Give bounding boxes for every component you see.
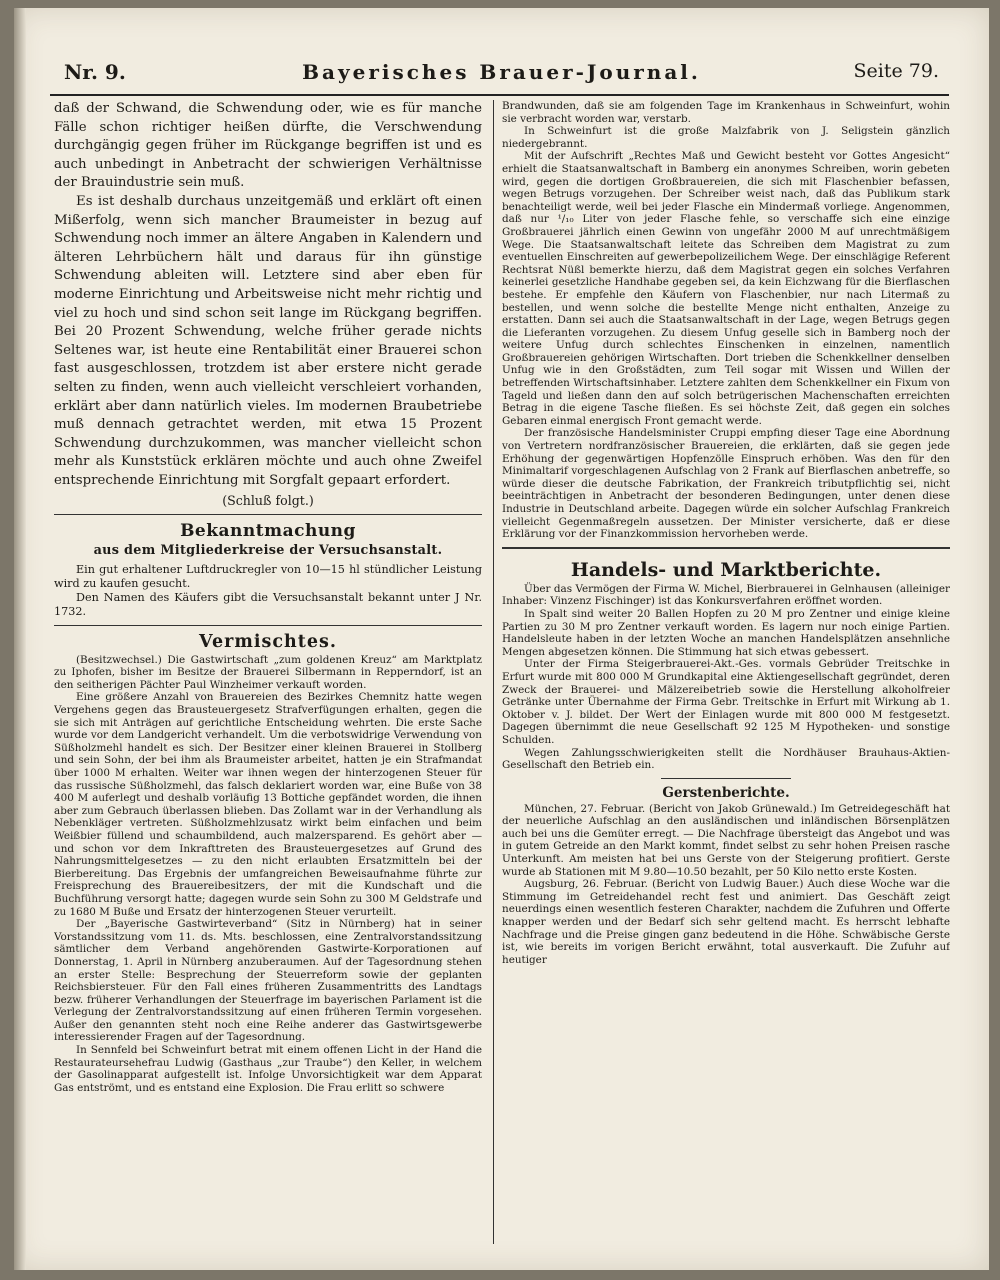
article-paragraph: Es ist deshalb durchaus unzeitgemäß und erklärt oft einen Mißerfolg, wenn sich mancher Braumeister in bezug auf Schwendung noch immer an ältere Angaben in Kalendern und älteren Lehrbüchern hält und daraus für ihn günstige Schwendung ableiten will. Letztere sind aber eben für moderne Einrichtung und Arbeitsweise nicht mehr richtig und viel zu hoch und sind schon seit lange im Rückgang begriffen. Bei 20 Prozent Schwendung, welche früher gerade nichts Seltenes war, ist heute eine Rentabilität einer Brauerei schon fast ausgeschlossen, trotzdem ist aber erstere nicht gerade selten zu finden, wenn auch vielleicht verschleiert vorhanden, erklärt aber dann natürlich vieles. Im modernen Braubetriebe muß dennach getrachtet werden, mit etwa 15 Prozent Schwendung durchzukommen, was mancher vielleicht schon mehr als Kunststück erklären möchte und auch ohne Zweifel entsprechende Einrichtung mit Sorgfalt gepaart erfordert.	[54, 193, 482, 488]
market-paragraph: Unter der Firma Steigerbrauerei-Akt.-Ges. vormals Gebrüder Treitschke in Erfurt wurde mit 800 000 M Grundkapital eine Aktiengesellschaft gegründet, deren Zweck der Brauerei- und Mälzereibetrieb sowie die Herstellung alkoholfreier Getränke unter Übernahme der Firma Gebr. Treitschke in Erfurt mit Wirkung ab 1. Oktober v. J. bildet. Der Wert der Einlagen wurde mit 800 000 M festgesetzt. Dagegen übernimmt die neue Gesellschaft 92 125 M Hypotheken- und sonstige Schulden.	[502, 658, 950, 746]
section-rule	[661, 778, 791, 779]
news-paragraph: Der „Bayerische Gastwirteverband“ (Sitz in Nürnberg) hat in seiner Vorstandssitzung vom 11. ds. Mts. beschlossen, eine Zentralvorstandssitzung sämtlicher dem Verband angehörenden Gastwirte-Korporationen auf Donnerstag, 1. April in Nürnberg anzuberaumen. Auf der Tagesordnung stehen an erster Stelle: Besprechung der Steuerreform sowie der geplanten Reichsbiersteuer. Für den Fall eines früheren Zusammentritts des Landtags bezw. früherer Verhandlungen der Steuerfrage im bayerischen Parlament ist die Verlegung der Zentralvorstandssitzung auf einen früheren Termin vorgesehen. Außer den genannten steht noch eine Reihe anderer das Gastwirtsgewerbe interessierender Fragen auf der Tagesordnung.	[54, 918, 482, 1044]
header-rule	[50, 94, 949, 96]
miscellaneous-heading: Vermischtes.	[199, 631, 337, 652]
news-paragraph: Mit der Aufschrift „Rechtes Maß und Gewicht besteht vor Gottes Angesicht“ erhielt die Staatsanwaltschaft in Bamberg ein anonymes Schreiben, worin gebeten wird, gegen die dortigen Großbrauereien, die sich mit Flaschenbier befassen, wegen Betrugs vorzugehen. Der Schreiber weist nach, daß das Publikum stark benachteiligt werde, weil bei jeder Flasche ein Mindermaß vorliege. Angenommen, daß nur ¹/₁₀ Liter von jeder Flasche fehle, so verschaffe sich eine einzige Großbrauerei jährlich einen Gewinn von ungefähr 2000 M auf unrechtmäßigem Wege. Die Staatsanwaltschaft leitete das Schreiben dem Magistrat zu zum eventuellen Einschreiten auf gewerbepolizeilichem Wege. Der einschlägige Referent Rechtsrat Nüßl bemerkte hierzu, daß dem Magistrat gegen ein solches Verfahren keinerlei gesetzliche Handhabe gegeben sei, da kein Eichzwang für die Bierflaschen bestehe. Er empfehle den Käufern von Flaschenbier, nur nach Litermaß zu bestellen, und wenn solche die bestellte Menge nicht enthalten, Anzeige zu erstatten. Dann sei auch die Staatsanwaltschaft in der Lage, wegen Betrugs gegen die Lieferanten vorzugehen. Zu diesem Unfug geselle sich in Bamberg noch der weitere Unfug durch schlechtes Einschenken in einzelnen, namentlich Großbrauereien gehörigen Wirtschaften. Dort trieben die Schenkkellner denselben Unfug wie in den Großstädten, zum Teil sogar mit Wissen und Willen der betreffenden Wirtschaftsinhaber. Letztere zahlten dem Schenkkellner ein Fixum von Tageld und ließen dann den auf solch betrügerischen Machenschaften erreichten Betrag in die eigene Tasche fließen. Es sei höchste Zeit, daß gegen ein solches Gebaren einmal energisch Front gemacht werde.	[502, 150, 950, 427]
news-paragraph: In Schweinfurt ist die große Malzfabrik von J. Seligstein gänzlich niedergebrannt.	[502, 125, 950, 150]
announcement-paragraph: Ein gut erhaltener Luftdruckregler von 10—15 hl stündlicher Leistung wird zu kaufen gesucht.	[54, 563, 482, 591]
news-paragraph: Der französische Handelsminister Cruppi empfing dieser Tage eine Abordnung von Vertretern nordfranzösischer Brauereien, die erklärten, daß sie gegen jede Erhöhung der gegenwärtigen Hopfenzölle Einspruch erhöben. Was den für den Minimaltarif vorgeschlagenen Aufschlag von 2 Frank auf Bierflaschen anbetreffe, so würde dieser die deutsche Fabrikation, der Frankreich tributpflichtig sei, nicht beeinträchtigen in Anbetracht der besonderen Bedingungen, unter denen diese Industrie in Deutschland arbeite. Dagegen würde ein solcher Aufschlag Frankreich vielleicht Gegenmaßregeln aussetzen. Der Minister versicherte, daß er diese Erklärung vor der Finanzkommission hervorheben werde.	[502, 427, 950, 541]
journal-page	[14, 8, 989, 1270]
market-paragraph: In Spalt sind weiter 20 Ballen Hopfen zu 20 M pro Zentner und einige kleine Partien zu 30 M pro Zentner verkauft worden. Es lagern nur noch einige Partien. Handelsleute haben in der letzten Woche an manchen Handelsplätzen ansehnliche Mengen abgesetzen können. Die Stimmung hat sich etwas gebessert.	[502, 607, 950, 658]
barley-report-paragraph: Augsburg, 26. Februar. (Bericht von Ludwig Bauer.) Auch diese Woche war die Stimmung im Getreidehandel recht fest und animiert. Das Geschäft zeigt neuerdings einen wesentlich festeren Charakter, nachdem die Zufuhren und Offerte knapper werden und der Bedarf sich sehr geltend macht. Es herrscht lebhafte Nachfrage und die Preise gingen ganz bedeutend in die Höhe. Schwäbische Gerste ist, wie bereits im vorigen Bericht erwähnt, total ausverkauft. Die Zufuhr auf heutiger	[502, 878, 950, 966]
announcement-paragraph: Den Namen des Käufers gibt die Versuchsanstalt bekannt unter J Nr. 1732.	[54, 591, 482, 618]
news-paragraph: Brandwunden, daß sie am folgenden Tage im Krankenhaus in Schweinfurt, wohin sie verbracht worden war, verstarb.	[502, 100, 950, 125]
news-paragraph: Eine größere Anzahl von Brauereien des Bezirkes Chemnitz hatte wegen Vergehens gegen das Brausteuergesetz Strafverfügungen erhalten, gegen die sie sich mit Anträgen auf gerichtliche Entscheidung wehrten. Die erste Sache wurde vor dem Landgericht verhandelt. Um die verbotswidrige Verwendung von Süßholzmehl handelt es sich. Der Besitzer einer kleinen Brauerei in Stollberg und sein Sohn, der bei ihm als Braumeister arbeitet, hatten je ein Strafmandat über 1000 M erhalten. Weiter war ihnen wegen der hinterzogenen Steuer für das russische Süßholzmehl, das falsch deklariert worden war, eine Buße von 38 400 M auferlegt und deshalb vorläufig 13 Bottiche gepfändet worden, die ihnen aber zum Gebrauch überlassen blieben. Das Zollamt war in der Verhandlung als Nebenkläger vertreten. Süßholzmehlzusatz wirkt beim einfachen und beim Weißbier füllend und schaumbildend, auch malzersparend. Es gehört aber — und schon vor dem Inkrafttreten des Brausteuergesetzes auf Grund des Nahrungsmittelgesetzes — zu den nicht erlaubten Ersatzmitteln bei der Bierbereitung. Das Ergebnis der umfangreichen Beweisaufnahme führte zur Freisprechung des Brauereibesitzers, der mit die Kundschaft und die Buchführung versorgt hatte; dagegen wurde sein Sohn zu 300 M Geldstrafe und zu 1680 M Buße und Ersatz der hinterzogenen Steuer verurteilt.	[54, 691, 482, 918]
column-divider	[493, 100, 494, 1244]
announcement-subheading: aus dem Mitgliederkreise der Versuchsanstalt.	[93, 543, 443, 559]
barley-report-paragraph: München, 27. Februar. (Bericht von Jakob Grünewald.) Im Getreidegeschäft hat der neuerliche Aufschlag an den ausländischen und inländischen Börsenplätzen auch bei uns die Gemüter erregt. — Die Nachfrage übersteigt das Angebot und was in gutem Getreide an den Markt kommt, findet selbst zu sehr hohen Preisen rasche Unterkunft. Am meisten hat bei uns Gerste von der Steigerung profitiert. Gerste wurde ab Stationen mit M 9.80—10.50 bezahlt, per 50 Kilo netto erste Kosten.	[502, 802, 950, 878]
barley-reports-heading: Gerstenberichte.	[662, 784, 790, 801]
article-paragraph: daß der Schwand, die Schwendung oder, wie es für manche Fälle schon richtiger heißen dürfte, die Verschwendung durchgängig gegen früher im Rückgange begriffen ist und es auch unbedingt in Anbetracht der schwierigen Verhältnisse der Brauindustrie sein muß.	[54, 101, 482, 191]
section-rule	[54, 625, 482, 626]
section-rule	[502, 547, 950, 549]
page-header	[54, 56, 949, 90]
left-column	[54, 100, 482, 1250]
continued-note: (Schluß folgt.)	[222, 493, 314, 509]
market-paragraph: Wegen Zahlungsschwierigkeiten stellt die Nordhäuser Brauhaus-Aktien-Gesellschaft den Betrieb ein.	[502, 746, 950, 772]
market-reports-heading: Handels- und Marktberichte.	[570, 558, 882, 581]
market-paragraph: Über das Vermögen der Firma W. Michel, Bierbrauerei in Gelnhausen (alleiniger Inhaber: Vinzenz Fischinger) ist das Konkursverfahren eröffnet worden.	[502, 582, 950, 608]
right-column	[502, 100, 950, 1250]
news-paragraph: (Besitzwechsel.) Die Gastwirtschaft „zum goldenen Kreuz“ am Marktplatz zu Iphofen, bisher im Besitze der Brauerei Silbermann in Repperndorf, ist an den seitherigen Pächter Paul Winzheimer verkauft worden.	[54, 653, 482, 691]
section-rule	[54, 514, 482, 515]
page-number: Seite 79.	[853, 60, 939, 82]
page-binding-shadow	[14, 8, 26, 1270]
news-paragraph: In Sennfeld bei Schweinfurt betrat mit einem offenen Licht in der Hand die Restaurateursehefrau Ludwig (Gasthaus „zur Traube“) den Keller, in welchem der Gasolinapparat aufgestellt ist. Infolge Unvorsichtigkeit war dem Apparat Gas entströmt, und es entstand eine Explosion. Die Frau erlitt so schwere	[54, 1044, 482, 1094]
announcement-heading: Bekanntmachung	[180, 521, 356, 542]
journal-title: Bayerisches Brauer-Journal.	[302, 60, 701, 84]
issue-number: Nr. 9.	[64, 60, 126, 84]
